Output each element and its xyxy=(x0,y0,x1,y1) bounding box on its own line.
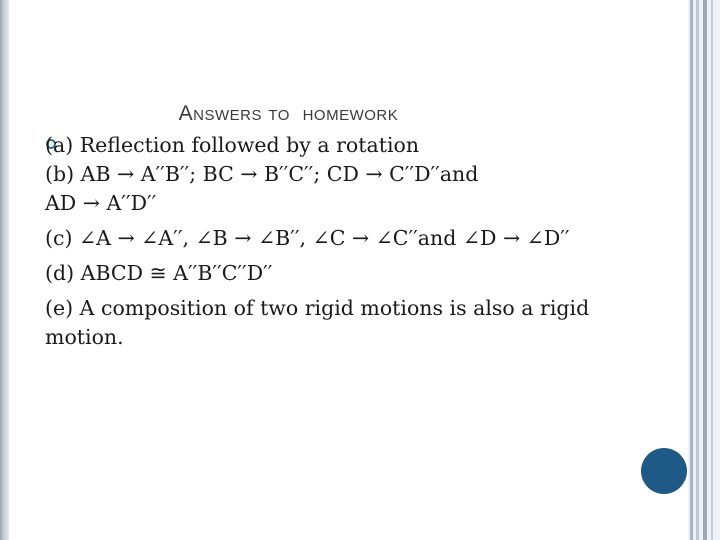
answer-d: (d) ABCD ≅ A′′B′′C′′D′′ xyxy=(45,261,273,285)
answer-a: (a) Reflection followed by a rotation xyxy=(45,133,420,157)
frame-line xyxy=(703,0,707,540)
frame-line xyxy=(690,0,693,540)
answer-c: (c) ∠A → ∠A′′, ∠B → ∠B′′, ∠C → ∠C′′and ∠D → ∠D′′ xyxy=(45,226,570,250)
left-frame-rule xyxy=(0,0,9,540)
answer-b-continued: AD → A′′D′′ xyxy=(45,191,157,215)
slide-title xyxy=(166,78,398,126)
frame-line xyxy=(711,0,713,540)
answer-list xyxy=(45,131,645,352)
slide-title-text: Answers to homework xyxy=(178,102,399,125)
right-frame-border xyxy=(688,0,720,540)
answer-e: (e) A composition of two rigid motions is also a rigid xyxy=(45,296,590,320)
frame-line xyxy=(696,0,699,540)
circle-button[interactable] xyxy=(641,448,687,494)
answer-b: (b) AB → A′′B′′; BC → B′′C′′; CD → C′′D′′and xyxy=(45,162,479,186)
answer-e-continued: motion. xyxy=(45,325,124,349)
